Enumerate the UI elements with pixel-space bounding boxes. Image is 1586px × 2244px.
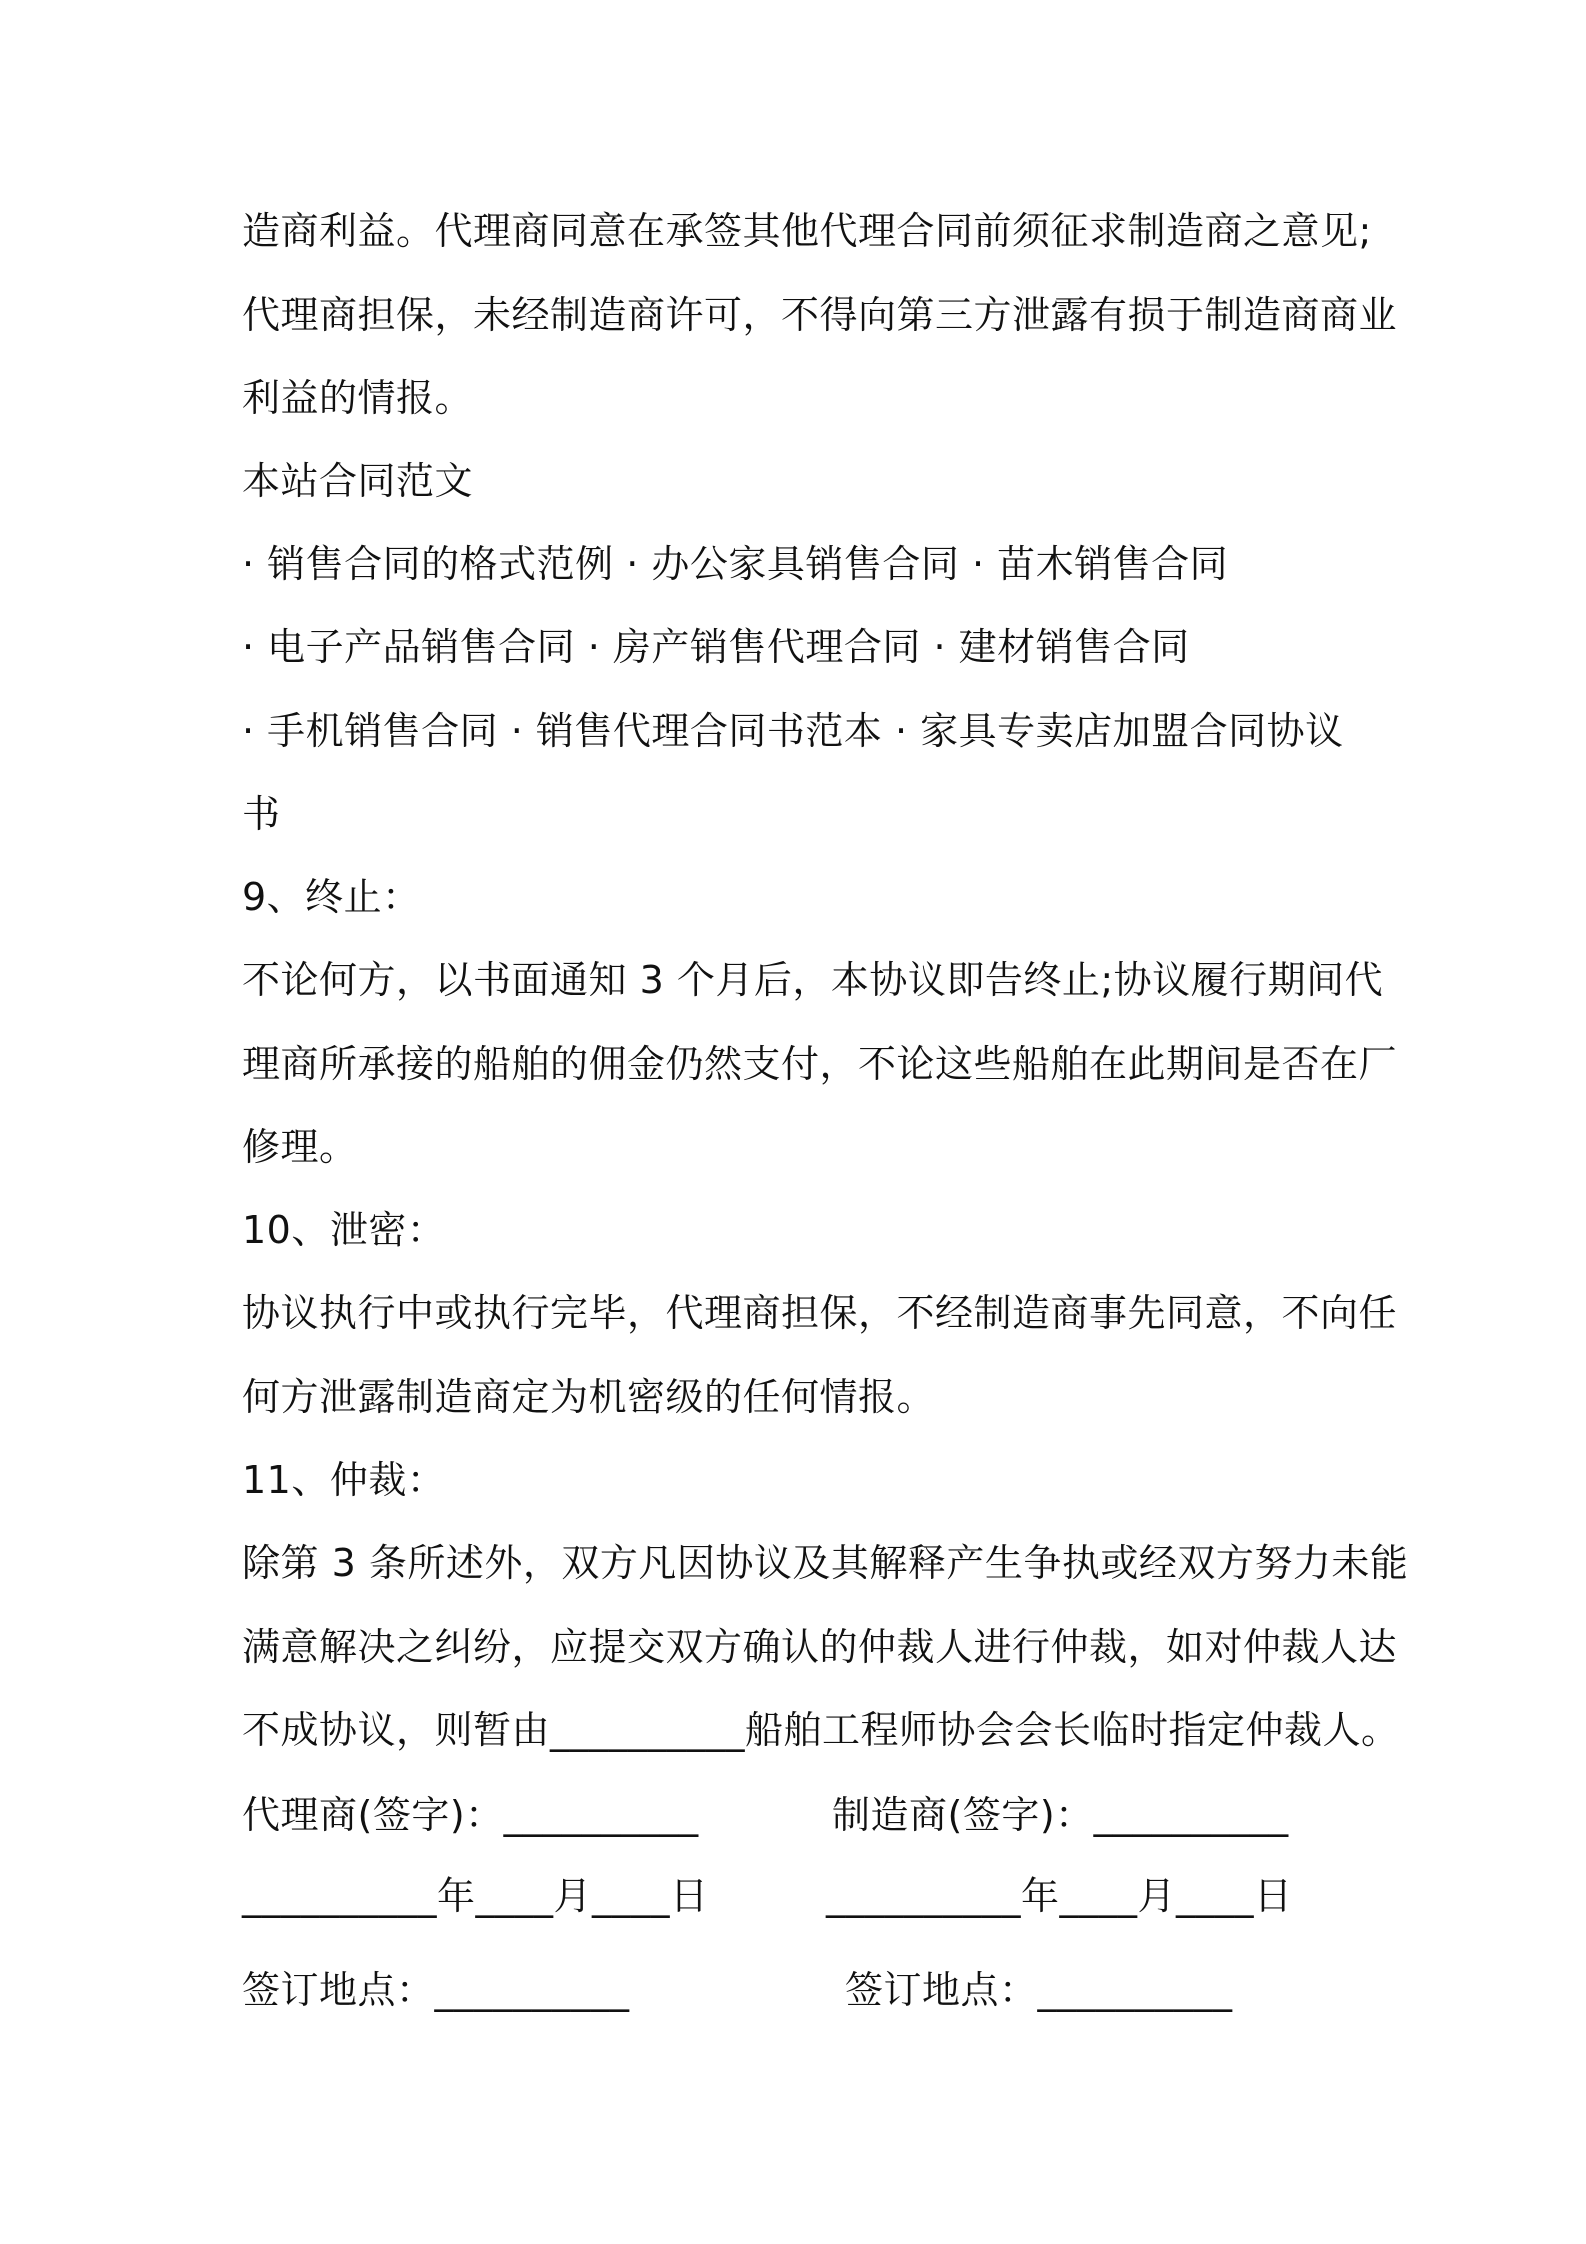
paragraph-line: 协议执行中或执行完毕，代理商担保，不经制造商事先同意，不向任	[242, 1291, 1398, 1335]
paragraph-line: 造商利益。代理商同意在承签其他代理合同前须征求制造商之意见;	[242, 209, 1372, 253]
related-links-line[interactable]: 书	[242, 792, 281, 836]
related-links-line[interactable]: · 电子产品销售合同 · 房产销售代理合同 · 建材销售合同	[242, 625, 1190, 669]
paragraph-line: 满意解决之纠纷，应提交双方确认的仲裁人进行仲裁，如对仲裁人达	[242, 1625, 1398, 1669]
paragraph-line: 利益的情报。	[242, 376, 474, 420]
agent-date-field: __________年____月____日	[242, 1874, 709, 1918]
section-title-termination: 9、终止：	[242, 875, 421, 919]
paragraph-line: 代理商担保，未经制造商许可，不得向第三方泄露有损于制造商商业	[242, 293, 1398, 337]
paragraph-line: 不论何方，以书面通知 3 个月后，本协议即告终止;协议履行期间代	[242, 958, 1384, 1002]
paragraph-line: 何方泄露制造商定为机密级的任何情报。	[242, 1375, 936, 1419]
agent-signature-field: 代理商(签字)：__________	[242, 1793, 699, 1837]
site-contracts-title: 本站合同范文	[242, 459, 474, 503]
maker-signature-field: 制造商(签字)：__________	[832, 1793, 1289, 1837]
related-links-line[interactable]: · 销售合同的格式范例 · 办公家具销售合同 · 苗木销售合同	[242, 542, 1229, 586]
related-links-line[interactable]: · 手机销售合同 · 销售代理合同书范本 · 家具专卖店加盟合同协议	[242, 709, 1344, 753]
paragraph-line: 不成协议，则暂由__________船舶工程师协会会长临时指定仲裁人。	[242, 1708, 1400, 1752]
maker-date-field: __________年____月____日	[826, 1874, 1293, 1918]
paragraph-line: 除第 3 条所述外，双方凡因协议及其解释产生争执或经双方努力未能	[242, 1541, 1409, 1585]
maker-place-field: 签订地点：__________	[845, 1968, 1233, 2012]
paragraph-line: 修理。	[242, 1125, 358, 1169]
agent-place-field: 签订地点：__________	[242, 1968, 630, 2012]
section-title-arbitration: 11、仲裁：	[242, 1458, 446, 1502]
section-title-confidentiality: 10、泄密：	[242, 1208, 446, 1252]
paragraph-line: 理商所承接的船舶的佣金仍然支付，不论这些船舶在此期间是否在厂	[242, 1042, 1398, 1086]
